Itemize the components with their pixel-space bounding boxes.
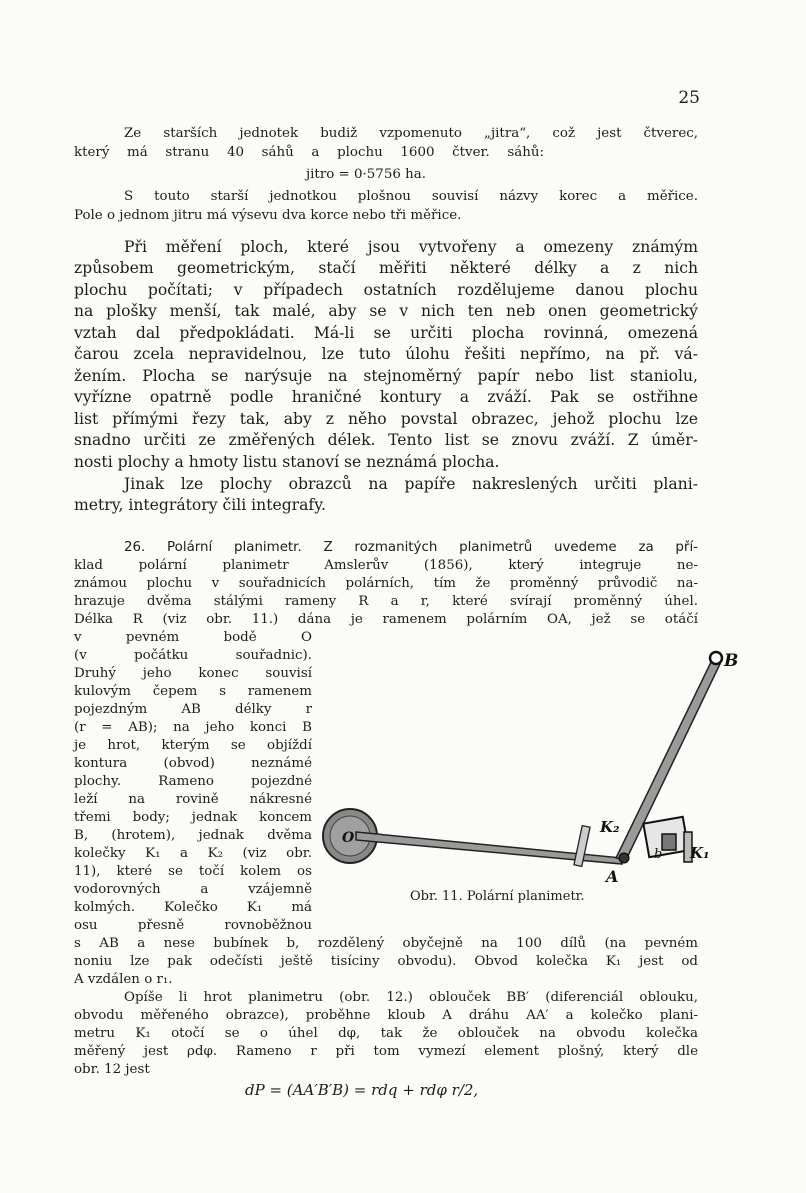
text-line: kontura (obvod) neznámé — [74, 756, 312, 771]
label-a: A — [606, 867, 619, 886]
text-line: S touto starší jednotkou plošnou souvisí názvy korec a měřice. — [124, 189, 698, 204]
text-line: známou plochu v souřadnicích polárních, tím že proměnný průvodič na- — [74, 576, 698, 591]
text-line: metru K₁ otočí se o úhel dφ, tak že oblouček na obvodu kolečka — [74, 1026, 698, 1041]
text-line: leží na rovině nákresné — [74, 792, 312, 807]
text-line: vztah dal předpokládati. Má-li se určiti plocha rovinná, omezená — [74, 324, 698, 342]
tracer-point-icon — [710, 652, 722, 664]
text-line: Druhý jeho konec souvisí — [74, 666, 312, 681]
page-number: 25 — [678, 88, 700, 108]
text-line: osu přesně rovnoběžnou — [74, 918, 312, 933]
section-heading: 26. Polární planimetr. Z rozmanitých planimetrů uvedeme za pří- — [124, 540, 698, 555]
label-o: O — [342, 830, 355, 846]
equation: dP = (AA′B′B) = rdq + rdφ r/2, — [245, 1081, 479, 1099]
text-line: je hrot, kterým se objíždí — [74, 738, 312, 753]
text-line: list přímými řezy tak, aby z něho povstal obrazec, jehož plochu lze — [74, 410, 698, 428]
text-line: Jinak lze plochy obrazců na papíře nakreslených určiti plani- — [124, 475, 698, 493]
text-line: v pevném bodě O — [74, 630, 312, 645]
text-line: obvodu měřeného obrazce), proběhne kloub A dráhu AA′ a kolečko plani- — [74, 1008, 698, 1023]
text-line: způsobem geometrickým, stačí měřiti některé délky a z nich — [74, 259, 698, 277]
text-line: kulovým čepem s ramenem — [74, 684, 312, 699]
figure-caption: Obr. 11. Polární planimetr. — [410, 889, 585, 904]
text-line: Při měření ploch, které jsou vytvořeny a omezeny známým — [124, 238, 698, 256]
text-line: měřený jest ρdφ. Rameno r při tom vymezí element plošný, který dle — [74, 1044, 698, 1059]
label-k1: K₁ — [690, 844, 710, 862]
text-line: s AB a nese bubínek b, rozdělený obyčejně na 100 dílů (na pevném — [74, 936, 698, 951]
text-line: Ze starších jednotek budiž vzpomenuto „jitra“, což jest čtverec, — [124, 126, 698, 141]
formula-jitro: jitro = 0·5756 ha. — [306, 167, 426, 182]
text-line: vodorovných a vzájemně — [74, 882, 312, 897]
text-line: na plošky menší, tak malé, aby se v nich ten neb onen geometrický — [74, 302, 698, 320]
text-line: nosti plochy a hmoty listu stanoví se neznámá plocha. — [74, 453, 500, 471]
text-line: čarou zcela nepravidelnou, lze tuto úlohu řešiti nepřímo, na př. vá- — [74, 345, 698, 363]
label-b-drum: b — [654, 847, 663, 862]
text-line: (v počátku souřadnic). — [74, 648, 312, 663]
planimeter-figure — [316, 636, 739, 892]
text-line: plochy. Rameno pojezdné — [74, 774, 312, 789]
text-line: A vzdálen o r₁. — [74, 972, 173, 987]
text-line: vyřízne opatrně podle hraničné kontury a zváží. Pak se ostřihne — [74, 388, 698, 406]
text-line: kolmých. Kolečko K₁ má — [74, 900, 312, 915]
joint-a-icon — [619, 853, 629, 863]
text-line: noniu lze pak odečísti ještě tisíciny obvodu). Obvod kolečka K₁ jest od — [74, 954, 698, 969]
text-line: Opíše li hrot planimetru (obr. 12.) oblouček BB′ (diferenciál oblouku, — [124, 990, 698, 1005]
text-line: který má stranu 40 sáhů a plochu 1600 čtver. sáhů: — [74, 145, 544, 160]
drum-b — [662, 834, 676, 850]
text-line: Pole o jednom jitru má výsevu dva korce nebo tři měřice. — [74, 208, 462, 223]
text-line: (r = AB); na jeho konci B — [74, 720, 312, 735]
label-k2: K₂ — [600, 818, 620, 836]
text-line: pojezdným AB délky r — [74, 702, 312, 717]
text-line: třemi body; jednak koncem — [74, 810, 312, 825]
text-line: hrazuje dvěma stálými rameny R a r, které svírají proměnný úhel. — [74, 594, 698, 609]
label-b: B — [724, 651, 739, 671]
text-line: plochu počítati; v případech ostatních rozdělujeme danou plochu — [74, 281, 698, 299]
text-line: žením. Plocha se narýsuje na stejnoměrný papír nebo list staniolu, — [74, 367, 698, 385]
text-line: klad polární planimetr Amslerův (1856), který integruje ne- — [74, 558, 698, 573]
text-line: obr. 12 jest — [74, 1062, 150, 1077]
text-line: metry, integrátory čili integrafy. — [74, 496, 326, 514]
text-line: Délka R (viz obr. 11.) dána je ramenem polárním OA, jež se otáčí — [74, 612, 698, 627]
text-line: 11), které se točí kolem os — [74, 864, 312, 879]
text-line: snadno určiti ze změřených délek. Tento list se znovu zváží. Z úměr- — [74, 431, 698, 449]
text-line: B, (hrotem), jednak dvěma — [74, 828, 312, 843]
text-line: kolečky K₁ a K₂ (viz obr. — [74, 846, 312, 861]
